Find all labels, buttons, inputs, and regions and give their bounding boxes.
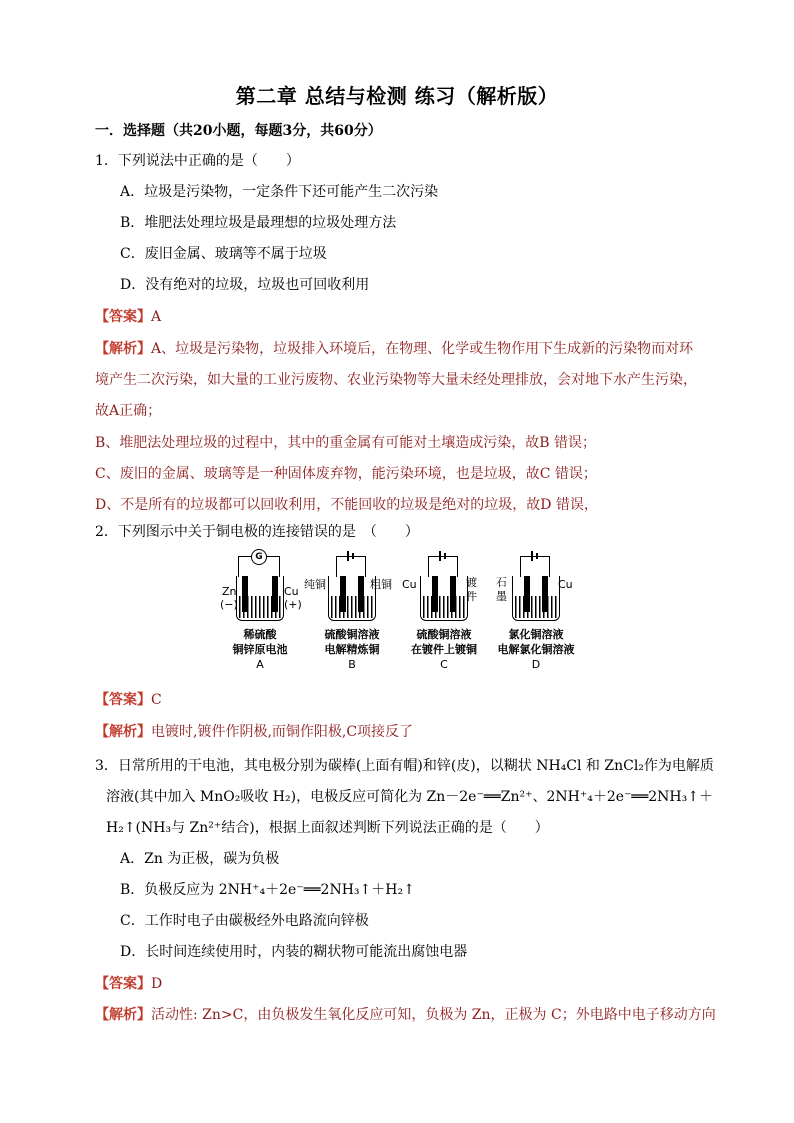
analysis-label: 【解析】 [95, 341, 151, 357]
question-1-stem: 1．下列说法中正确的是（ ） [95, 153, 300, 169]
page-title: 第二章 总结与检测 练习（解析版） [235, 84, 559, 108]
cell-d [490, 549, 582, 673]
q1-analysis-line-2: 境产生二次污染，如大量的工业污废物、农业污染物等大量未经处理排放，会对地下水产生污染， [95, 372, 697, 388]
cell-d-left-label-1: 石 [496, 576, 507, 589]
q1-analysis-line-6: D、不是所有的垃圾都可以回收利用，不能回收的垃圾是绝对的垃圾，故D 错误， [95, 497, 598, 513]
question-2-stem: 2．下列图示中关于铜电极的连接错误的是 （ ） [95, 524, 419, 540]
cell-a-right-sign: (+) [284, 598, 302, 611]
q3-answer-value: D [151, 976, 163, 992]
cell-c [398, 549, 490, 673]
cell-b-left-label: 纯铜 [304, 578, 326, 591]
q1-answer-value: A [151, 309, 162, 325]
cell-c-caption-1: 硫酸铜溶液 [416, 628, 472, 641]
battery-icon [343, 551, 357, 561]
battery-icon [435, 551, 449, 561]
cell-a-right-label: Cu [284, 585, 299, 598]
galvanometer-icon: G [251, 549, 267, 565]
cell-c-caption-2: 在镀件上镀铜 [411, 643, 477, 656]
q1-analysis-line-4: B、堆肥法处理垃圾的过程中，其中的重金属有可能对土壤造成污染，故B 错误； [95, 435, 597, 451]
question-3-stem-2: 溶液(其中加入 MnO₂吸收 H₂)，电极反应可简化为 Zn－2e⁻══Zn²⁺、2NH⁺₄＋2e⁻══2NH₃↑＋ [106, 789, 713, 805]
analysis-label: 【解析】 [95, 1007, 151, 1023]
section-heading: 一．选择题（共20小题，每题3分，共60分） [95, 123, 382, 139]
q1-option-a: A．垃圾是污染物，一定条件下还可能产生二次污染 [120, 184, 439, 200]
electrode-diagram [214, 549, 584, 673]
analysis-label: 【解析】 [95, 724, 151, 740]
question-3-stem-1: 3．日常所用的干电池，其电极分别为碳棒(上面有帽)和锌(皮)，以糊状 NH₄Cl 和 ZnCl₂作为电解质 [95, 758, 714, 774]
q3-option-b: B．负极反应为 2NH⁺₄＋2e⁻══2NH₃↑＋H₂↑ [120, 882, 415, 898]
cell-c-letter: C [440, 658, 448, 671]
q3-option-a: A．Zn 为正极，碳为负极 [120, 851, 280, 867]
cell-c-right-label-2: 件 [466, 590, 477, 603]
cell-a-caption-1: 稀硫酸 [243, 628, 277, 641]
q1-option-c: C．废旧金属、玻璃等不属于垃圾 [120, 246, 327, 262]
cell-a-letter: A [256, 658, 264, 671]
q1-analysis-line-1 [95, 339, 693, 359]
cell-d-right-label: Cu [558, 578, 573, 591]
battery-icon [527, 551, 541, 561]
q3-option-c: C．工作时电子由碳极经外电路流向锌极 [120, 913, 369, 929]
cell-d-left-label-2: 墨 [496, 590, 507, 603]
q3-analysis-text: 活动性: Zn>C，由负极发生氧化反应可知，负极为 Zn，正极为 C；外电路中电子移动方向 [151, 1007, 716, 1023]
cell-b-right-label: 粗铜 [370, 578, 392, 591]
cell-a-left-sign: (−) [220, 598, 238, 611]
cell-b [306, 549, 398, 673]
cell-b-caption-2: 电解精炼铜 [324, 643, 380, 656]
q2-analysis [95, 722, 413, 742]
cell-d-letter: D [531, 658, 541, 671]
q2-answer [95, 690, 162, 710]
q2-answer-value: C [151, 692, 162, 708]
cell-b-letter: B [348, 658, 356, 671]
cell-a-left-label: Zn [222, 585, 237, 598]
cell-d-caption-2: 电解氯化铜溶液 [497, 643, 575, 656]
q1-option-b: B．堆肥法处理垃圾是最理想的垃圾处理方法 [120, 215, 397, 231]
q3-answer [95, 974, 162, 994]
q1-option-d: D．没有绝对的垃圾，垃圾也可回收利用 [120, 277, 370, 293]
q3-option-d: D．长时间连续使用时，内装的糊状物可能流出腐蚀电器 [120, 944, 468, 960]
answer-label: 【答案】 [95, 692, 151, 708]
cell-a-caption-2: 铜锌原电池 [232, 643, 288, 656]
q1-analysis-line-5: C、废旧的金属、玻璃等是一种固体废弃物，能污染环境，也是垃圾，故C 错误； [95, 466, 597, 482]
cell-a [214, 549, 306, 673]
answer-label: 【答案】 [95, 309, 151, 325]
cell-c-left-label: Cu [402, 578, 417, 591]
q1-analysis-line-3: 故A正确； [95, 403, 162, 419]
q1-analysis-text-1: A、垃圾是污染物，垃圾排入环境后，在物理、化学或生物作用下生成新的污染物而对环 [151, 341, 694, 357]
q2-analysis-text: 电镀时,镀件作阴极,而铜作阳极,C项接反了 [151, 724, 414, 740]
question-3-stem-3: H₂↑(NH₃与 Zn²⁺结合)，根据上面叙述判断下列说法正确的是（ ） [106, 820, 549, 836]
q1-answer [95, 307, 161, 327]
cell-d-caption-1: 氯化铜溶液 [508, 628, 564, 641]
cell-c-right-label-1: 镀 [466, 576, 477, 589]
cell-b-caption-1: 硫酸铜溶液 [324, 628, 380, 641]
q3-analysis [95, 1005, 716, 1025]
answer-label: 【答案】 [95, 976, 151, 992]
